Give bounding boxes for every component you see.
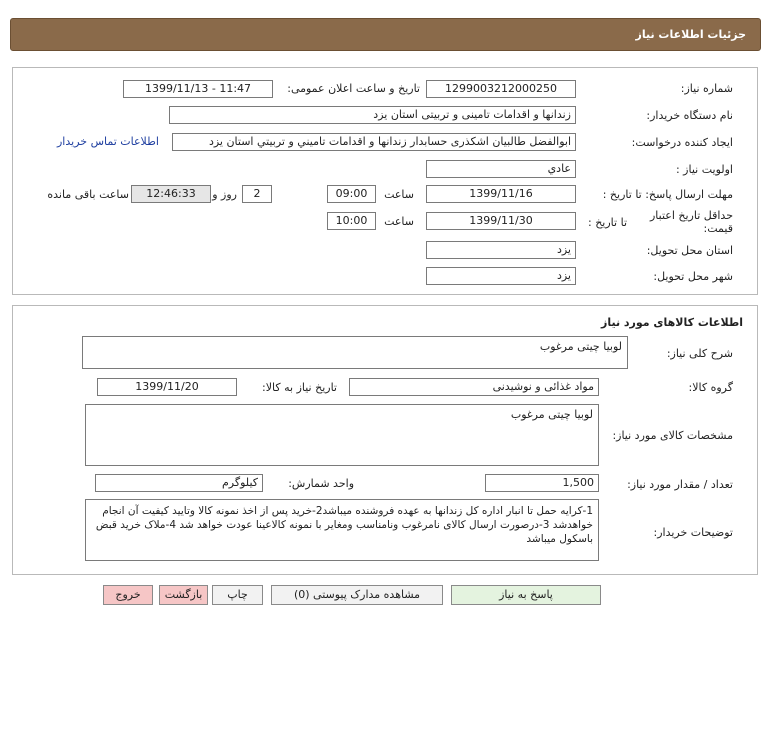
- need-number-label: شماره نیاز:: [680, 82, 733, 95]
- province-label: استان محل تحویل:: [646, 244, 733, 257]
- priority-label: اولویت نیاز :: [675, 163, 733, 176]
- announce-label: تاریخ و ساعت اعلان عمومی:: [287, 82, 420, 95]
- remaining-time-field: 12:46:33: [131, 185, 211, 203]
- requester-label: ایجاد کننده درخواست:: [631, 136, 733, 149]
- specs-field: لوبیا چیتی مرغوب: [85, 404, 599, 466]
- print-button[interactable]: چاپ: [212, 585, 263, 605]
- specs-label: مشخصات کالای مورد نیاز:: [612, 429, 733, 442]
- reply-button[interactable]: پاسخ به نیاز: [451, 585, 601, 605]
- buyer-notes-field: 1-کرایه حمل تا انبار اداره کل زندانها به عهده فروشنده میباشد2-خرید پس از اخذ نمونه کالا وتایید کیفیت آن انجام خواهدشد 3-درصورت ارسال کالای نامرغوب ونامناسب ومغایر با نمونه کالاعینا عودت خواهد شد 4-ملاک خرید قبض باسکول میباشد: [85, 499, 599, 561]
- qty-field: 1,500: [485, 474, 599, 492]
- goods-group-label: گروه کالا:: [688, 381, 733, 394]
- buyer-org-label: نام دستگاه خریدار:: [646, 109, 733, 122]
- validity-time-field: 10:00: [327, 212, 376, 230]
- goods-info-panel: [12, 305, 758, 575]
- general-desc-label: شرح کلی نیاز:: [666, 347, 733, 360]
- validity-time-label: ساعت: [384, 215, 414, 228]
- need-date-field: 1399/11/20: [97, 378, 237, 396]
- city-label: شهر محل تحویل:: [653, 270, 733, 283]
- days-label: روز و: [212, 188, 237, 201]
- view-attachments-button[interactable]: مشاهده مدارک پیوستی (0): [271, 585, 443, 605]
- deadline-time-field: 09:00: [327, 185, 376, 203]
- validity-to-label: تا تاریخ :: [588, 216, 627, 229]
- need-number-field: 1299003212000250: [426, 80, 576, 98]
- goods-section-title: اطلاعات کالاهای مورد نیاز: [601, 316, 743, 329]
- qty-label: تعداد / مقدار مورد نیاز:: [627, 478, 733, 491]
- validity-label: حداقل تاریخ اعتبار قیمت:: [649, 209, 733, 235]
- remaining-label: ساعت باقی مانده: [47, 188, 129, 201]
- page-title: جزئیات اطلاعات نیاز: [635, 28, 746, 41]
- exit-button[interactable]: خروج: [103, 585, 153, 605]
- goods-group-field: مواد غذائی و نوشیدنی: [349, 378, 599, 396]
- buyer-org-field: زندانها و اقدامات تامینی و تربیتی استان یزد: [169, 106, 576, 124]
- province-field: یزد: [426, 241, 576, 259]
- back-button[interactable]: بازگشت: [159, 585, 208, 605]
- deadline-time-label: ساعت: [384, 188, 414, 201]
- deadline-label: مهلت ارسال پاسخ: تا تاریخ :: [602, 188, 733, 201]
- general-desc-field: لوبیا چیتی مرغوب: [82, 336, 628, 369]
- deadline-date-field: 1399/11/16: [426, 185, 576, 203]
- buyer-contact-link[interactable]: اطلاعات تماس خریدار: [57, 135, 159, 148]
- announce-field: 1399/11/13 - 11:47: [123, 80, 273, 98]
- days-count-field: 2: [242, 185, 272, 203]
- page-header: [10, 18, 761, 51]
- unit-field: کیلوگرم: [95, 474, 263, 492]
- buyer-notes-label: توضیحات خریدار:: [653, 526, 733, 539]
- priority-field: عادي: [426, 160, 576, 178]
- need-info-panel: [12, 67, 758, 295]
- unit-label: واحد شمارش:: [288, 477, 354, 490]
- validity-date-field: 1399/11/30: [426, 212, 576, 230]
- need-date-label: تاریخ نیاز به کالا:: [262, 381, 337, 394]
- city-field: یزد: [426, 267, 576, 285]
- requester-field: ابوالفضل طالبیان اشکذری حسابدار زندانها و اقدامات تامیني و تربيتي استان يزد: [172, 133, 576, 151]
